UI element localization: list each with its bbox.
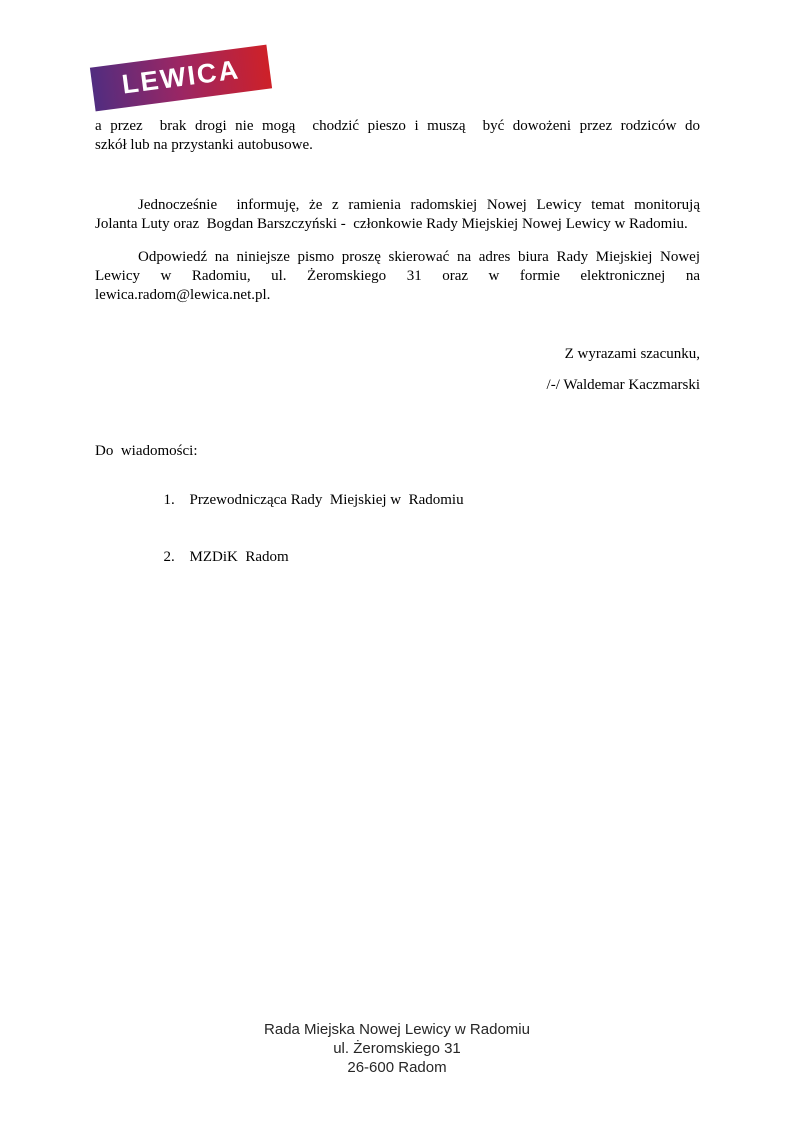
paragraph-reply-address	[95, 248, 700, 305]
signature-closing: Z wyrazami szacunku,	[564, 346, 700, 362]
email-address: lewica.radom@lewica.net.pl.	[95, 287, 271, 303]
footer-line-street: ul. Żeromskiego 31	[333, 1040, 461, 1057]
lewica-logo	[90, 45, 272, 112]
cc-item-number: 2.	[163, 549, 175, 565]
body-line: a przez brak drogi nie mogą chodzić pieszo i muszą być dowożeni przez rodziców do	[95, 118, 700, 134]
cc-item-label: Przewodnicząca Rady Miejskiej w Radomiu	[189, 492, 464, 508]
cc-item-number: 1.	[163, 492, 175, 508]
body-line: Lewicy w Radomiu, ul. Żeromskiego 31 oraz w formie elektronicznej na	[95, 268, 700, 284]
body-line: Odpowiedź na niniejsze pismo proszę skierować na adres biura Rady Miejskiej Nowej	[138, 249, 700, 265]
signature-name: /-/ Waldemar Kaczmarski	[546, 377, 700, 393]
footer-line-organization: Rada Miejska Nowej Lewicy w Radomiu	[264, 1021, 530, 1038]
footer	[0, 1020, 794, 1077]
footer-line-city: 26-600 Radom	[347, 1059, 447, 1076]
body-line: Jolanta Luty oraz Bogdan Barszczyński - członkowie Rady Miejskiej Nowej Lewicy w Radomiu.	[95, 216, 688, 232]
cc-item	[95, 529, 700, 586]
cc-item	[95, 472, 700, 529]
paragraph-road-access	[95, 117, 700, 155]
body-line: szkół lub na przystanki autobusowe.	[95, 137, 313, 153]
cc-list	[95, 472, 700, 586]
cc-item-label: MZDiK Radom	[189, 549, 289, 565]
paragraph-monitoring	[95, 196, 700, 234]
lewica-logo-text: LEWICA	[120, 53, 242, 100]
body-line: Jednocześnie informuję, że z ramienia radomskiej Nowej Lewicy temat monitorują	[138, 197, 700, 213]
cc-heading: Do wiadomości:	[95, 443, 198, 459]
